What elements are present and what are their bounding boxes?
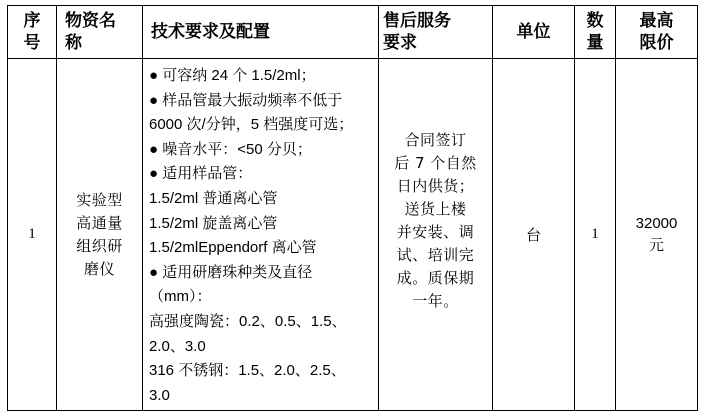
- tech-line: （mm）：: [149, 288, 212, 306]
- tech-line: 2.0、3.0: [149, 337, 206, 355]
- tech-line: 1.5/2mlEppendorf 离心管: [149, 239, 317, 257]
- header-tech: 技术要求及配置: [143, 6, 379, 59]
- tech-line: 1.5/2ml 普通离心管: [149, 189, 278, 207]
- tech-line: 3.0: [149, 386, 170, 404]
- header-qty: 数 量: [575, 6, 616, 59]
- row-name: 实验型 高通量 组织研 磨仪: [57, 59, 143, 411]
- header-price: 最高 限价: [616, 6, 698, 59]
- tech-line: 6000 次/分钟，5 档强度可选；: [149, 116, 354, 134]
- row-price: 32000 元: [616, 59, 698, 411]
- tech-line: ● 适用样品管：: [149, 165, 253, 183]
- row-service: 合同签订 后 7 个自然 日内供货； 送货上楼 并安装、调 试、培训完 成。质保期 一年。: [379, 59, 493, 411]
- row-unit: 台: [493, 59, 575, 411]
- row-index: 1: [8, 59, 57, 411]
- row-tech-spec: [143, 59, 379, 411]
- tech-line: 1.5/2ml 旋盖离心管: [149, 214, 278, 232]
- header-name: 物资名 称: [57, 6, 143, 59]
- header-service: 售后服务 要求: [379, 6, 493, 59]
- tech-line: ● 可容纳 24 个 1.5/2ml；: [149, 67, 316, 84]
- tech-line: ● 噪音水平：<50 分贝；: [149, 140, 312, 158]
- header-row: [8, 6, 698, 59]
- procurement-table: [7, 5, 698, 411]
- header-unit: 单位: [493, 6, 575, 59]
- row-qty: 1: [575, 59, 616, 411]
- table-row: [8, 59, 698, 411]
- tech-line: ● 适用研磨珠种类及直径: [149, 263, 313, 281]
- header-index: 序 号: [8, 6, 57, 59]
- tech-line: 高强度陶瓷：0.2、0.5、1.5、: [149, 312, 347, 330]
- tech-line: 316 不锈钢：1.5、2.0、2.5、: [149, 362, 346, 380]
- tech-line: ● 样品管最大振动频率不低于: [149, 91, 343, 109]
